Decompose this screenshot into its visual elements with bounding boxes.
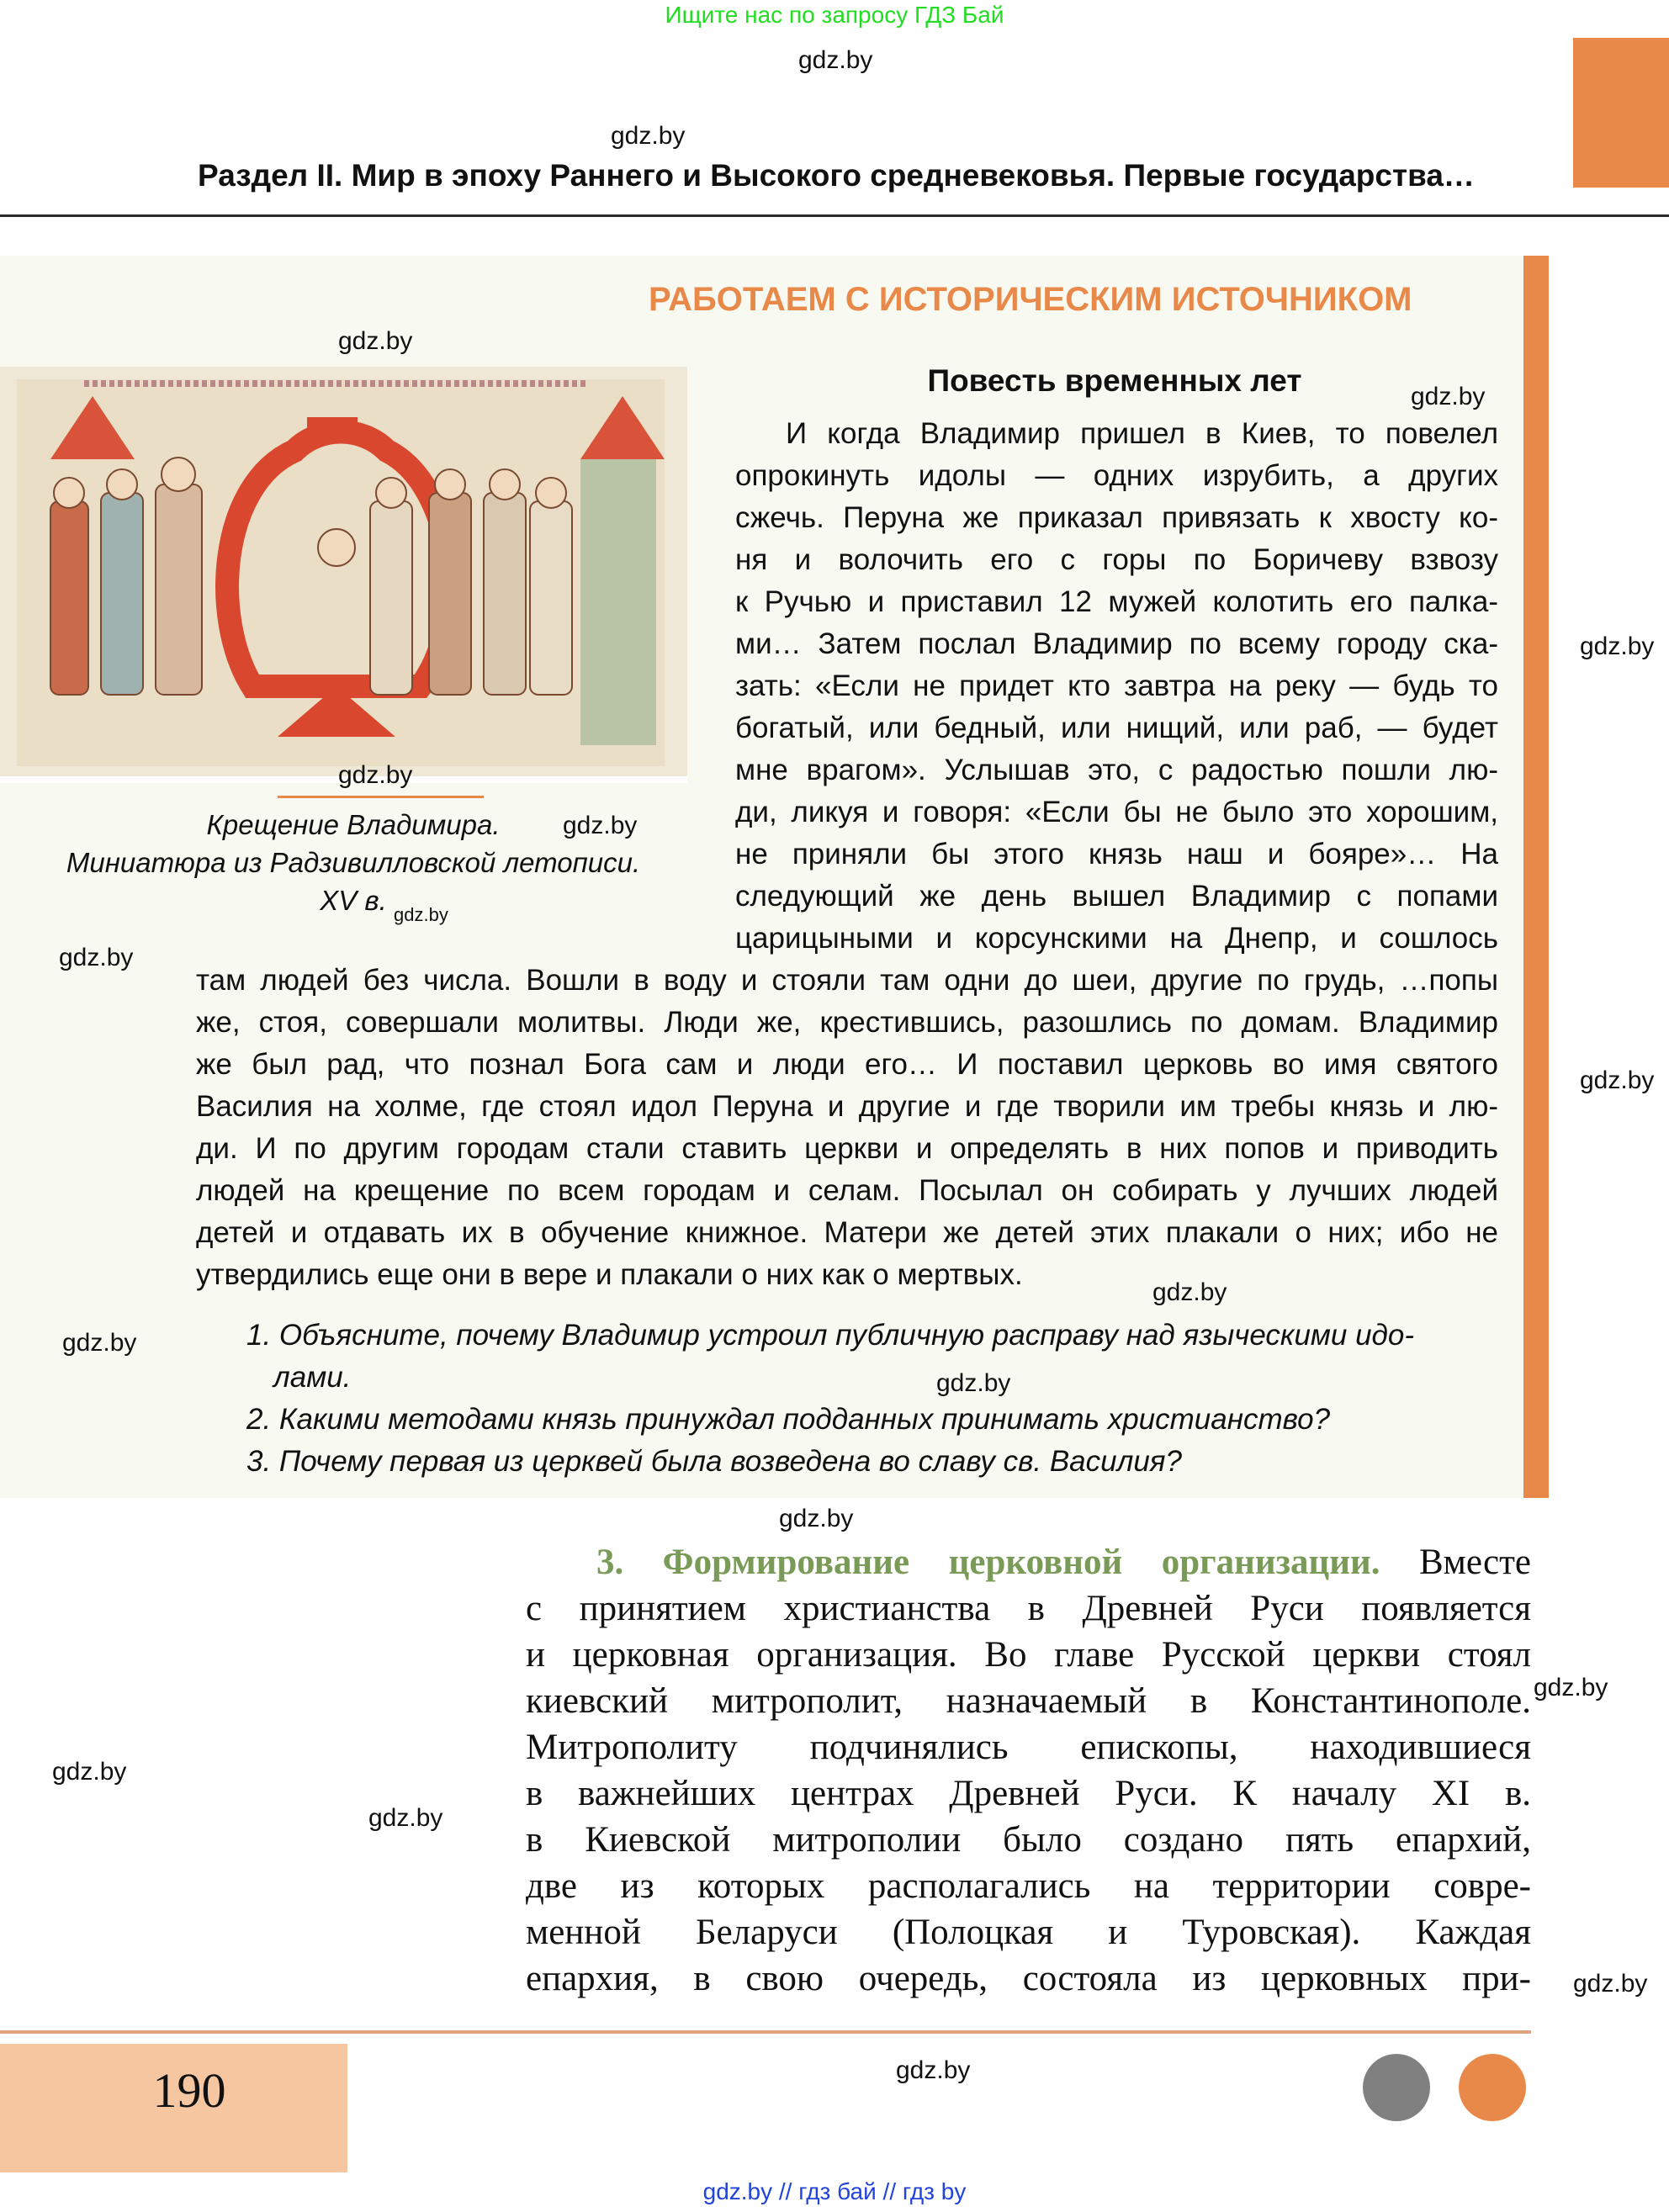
grey-dot-icon [1363,2054,1430,2121]
watermark: gdz.by [59,944,134,971]
question-1-cont: лами. [273,1361,352,1394]
source-text-line: мне врагом». Услышав это, с радостью пошли лю- [735,754,1498,786]
watermark: gdz.by [563,812,638,839]
source-text-line: ми… Затем послал Владимир по всему городу ска- [735,627,1498,660]
watermark: gdz.by [1580,1066,1655,1094]
question-3: 3. Почему первая из церквей была возведена во славу св. Василия? [246,1445,1182,1478]
section3-text-line: в Киевской митрополии было создано пять епархий, [526,1820,1531,1860]
page-header-title: Раздел II. Мир в эпоху Раннего и Высокого средневековья. Первые государства… [198,158,1475,193]
watermark: gdz.by [1152,1278,1227,1306]
section3-first-line-text: Вместе [1418,1543,1531,1582]
image-caption-title: Крещение Владимира. [206,809,501,840]
source-text-line: опрокинуть идолы — одних изрубить, а других [735,459,1498,492]
source-text-line: богатый, или бедный, или нищий, или раб, — будет [735,712,1498,744]
source-text-line: ди. И по другим городам стали ставить церкви и определять в них попов и приводить [196,1132,1498,1165]
watermark: gdz.by [338,761,413,789]
source-text-line: людей на крещение по всем городам и селам. Посылал он собирать у лучших людей [196,1174,1498,1207]
watermark: gdz.by [1573,1970,1648,1998]
section3-text-line: киевский митрополит, назначаемый в Константинополе. [526,1681,1531,1721]
source-text-line: следующий же день вышел Владимир с попами [735,880,1498,913]
watermark: gdz.by [52,1758,127,1786]
section3-text-line: и церковная организация. Во главе Русской церкви стоял [526,1635,1531,1675]
watermark: gdz.by [1534,1674,1608,1701]
section3-heading: 3. Формирование церковной организации. [596,1543,1380,1582]
question-1: 1. Объясните, почему Владимир устроил публичную расправу над языческими идо- [246,1319,1415,1352]
watermark: gdz.by [936,1369,1011,1397]
section3-text-line: с принятием христианства в Древней Руси появляется [526,1589,1531,1628]
source-text-line: же был рад, что познал Бога сам и люди его… И поставил церковь во имя святого [196,1048,1498,1081]
watermark: gdz.by [1411,383,1486,410]
section3-text-line: Митрополиту подчинялись епископы, находившиеся [526,1728,1531,1767]
source-text-line: утвердились еще они в вере и плакали о них как о мертвых. [196,1258,1023,1291]
watermark: gdz.by [779,1505,854,1532]
question-2: 2. Какими методами князь принуждал подданных принимать христианство? [246,1403,1331,1436]
watermark: gdz.by [798,46,873,74]
chapter-tab [1573,38,1669,188]
watermark: gdz.by [1580,632,1655,660]
section3-text-line: менной Беларуси (Полоцкая и Туровская). Каждая [526,1913,1531,1952]
source-text-line: к Ручью и приставил 12 мужей колотить его палка- [735,585,1498,618]
source-section-title: РАБОТАЕМ С ИСТОРИЧЕСКИМ ИСТОЧНИКОМ [649,281,1412,318]
section3-text-line: две из которых располагались на территории совре- [526,1866,1531,1906]
search-banner: Ищите нас по запросу ГДЗ Бай [665,2,1004,28]
section3-text-line: в важнейших центрах Древней Руси. К началу XI в. [526,1774,1531,1813]
source-text-line: детей и отдавать их в обучение книжное. Матери же детей этих плакали о них; ибо не [196,1216,1498,1249]
watermark: gdz.by [896,2056,971,2084]
source-text-line: ди, ликуя и говоря: «Если бы не было это хорошим, [735,796,1498,828]
miniature-image [0,367,687,783]
page-number: 190 [152,2063,226,2118]
header-divider [0,214,1669,217]
watermark: gdz.by [62,1329,137,1357]
footer-links[interactable]: gdz.by // гдз бай // гдз by [702,2178,967,2204]
orange-dot-icon [1459,2054,1526,2121]
source-text-line: же, стоя, совершали молитвы. Люди же, крестившись, разошлись по домам. Владимир [196,1006,1498,1039]
section3-first-line [596,1539,1531,1585]
footer-divider [0,2030,1531,2034]
source-text-line: зать: «Если не придет кто завтра на реку — будь то [735,669,1498,702]
watermark: gdz.by [338,327,413,355]
image-caption-date: XV в. [320,885,387,916]
source-text-line: не приняли бы этого князь наш и бояре»… На [735,838,1498,871]
watermark: gdz.by [368,1804,443,1832]
section3-text-line: епархия, в свою очередь, состояла из церковных при- [526,1959,1531,1998]
caption-rule [278,796,484,798]
source-box-accent-bar [1523,256,1549,1498]
source-text-line: ня и волочить его с горы по Боричеву взвозу [735,543,1498,576]
image-caption-source: Миниатюра из Радзивилловской летописи. [66,847,641,878]
source-text-line: Василия на холме, где стоял идол Перуна и другие и где творили им требы князь и лю- [196,1090,1498,1123]
source-text-line: сжечь. Перуна же приказал привязать к хвосту ко- [735,501,1498,534]
source-text-line: И когда Владимир пришел в Киев, то повелел [786,417,1498,450]
source-text-line: царицыными и корсунскими на Днепр, и сошлось [735,922,1498,955]
watermark: gdz.by [611,122,686,150]
document-title: Повесть временных лет [927,363,1302,398]
watermark: gdz.by [394,904,448,925]
source-text-line: там людей без числа. Вошли в воду и стояли там одни до шеи, другие по грудь, …попы [196,964,1498,997]
